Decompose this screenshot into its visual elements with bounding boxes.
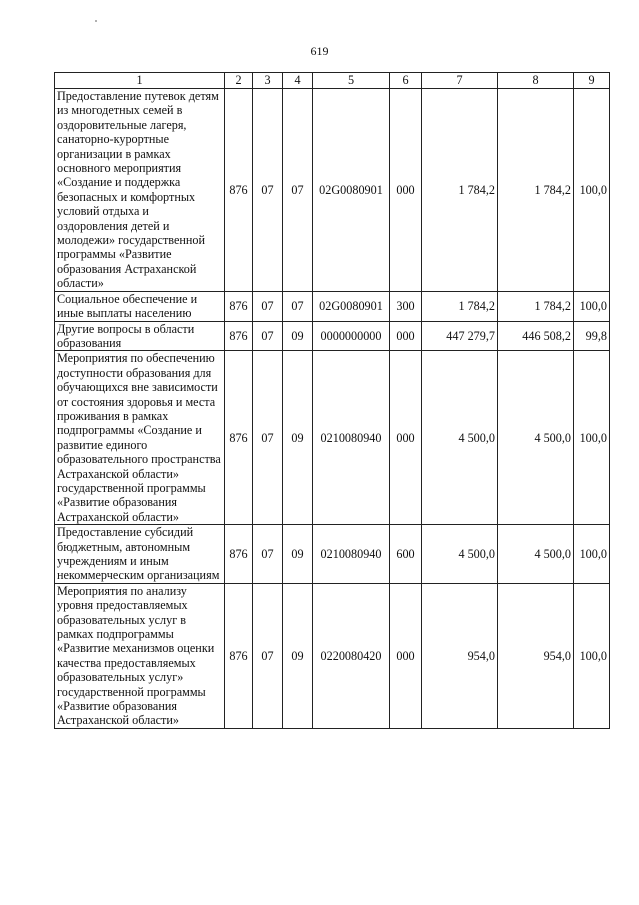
header-cell: 7 <box>422 73 498 89</box>
cell-actual: 1 784,2 <box>498 291 574 321</box>
cell-actual: 446 508,2 <box>498 321 574 351</box>
cell-ministry: 876 <box>225 89 253 292</box>
cell-subsection: 09 <box>283 525 313 584</box>
cell-ministry: 876 <box>225 583 253 728</box>
cell-subsection: 09 <box>283 351 313 525</box>
row-name: Предоставление субсидий бюджетным, автономным учреждениям и иным некоммерческим организациям <box>55 525 225 584</box>
cell-actual: 4 500,0 <box>498 351 574 525</box>
cell-section: 07 <box>253 291 283 321</box>
row-name: Социальное обеспечение и иные выплаты населению <box>55 291 225 321</box>
header-cell: 6 <box>390 73 422 89</box>
cell-plan: 954,0 <box>422 583 498 728</box>
cell-subsection: 07 <box>283 89 313 292</box>
table-row <box>55 525 610 584</box>
table-row <box>55 351 610 525</box>
cell-ministry: 876 <box>225 321 253 351</box>
page-number: 619 <box>310 44 329 58</box>
cell-expense-type: 000 <box>390 89 422 292</box>
header-cell: 5 <box>313 73 390 89</box>
cell-expense-type: 600 <box>390 525 422 584</box>
cell-percent: 100,0 <box>574 351 610 525</box>
cell-section: 07 <box>253 321 283 351</box>
table-row <box>55 583 610 728</box>
cell-actual: 1 784,2 <box>498 89 574 292</box>
table-row <box>55 291 610 321</box>
cell-expense-type: 000 <box>390 583 422 728</box>
cell-ministry: 876 <box>225 351 253 525</box>
cell-target-code: 0210080940 <box>313 351 390 525</box>
cell-subsection: 09 <box>283 583 313 728</box>
cell-expense-type: 300 <box>390 291 422 321</box>
cell-subsection: 07 <box>283 291 313 321</box>
header-cell: 4 <box>283 73 313 89</box>
scan-speck <box>95 20 97 22</box>
cell-actual: 4 500,0 <box>498 525 574 584</box>
cell-target-code: 0000000000 <box>313 321 390 351</box>
cell-percent: 100,0 <box>574 291 610 321</box>
header-cell: 8 <box>498 73 574 89</box>
cell-actual: 954,0 <box>498 583 574 728</box>
cell-plan: 447 279,7 <box>422 321 498 351</box>
cell-percent: 100,0 <box>574 583 610 728</box>
row-name: Предоставление путевок детям из многодетных семей в оздоровительные лагеря, санаторно-курортные организации в рамках основного мероприятия «Создание и поддержка безопасных и комфортных условий отдыха и оздоровления детей и молодежи» государственной программы «Развитие образования Астраханской области» <box>55 89 225 292</box>
cell-plan: 4 500,0 <box>422 525 498 584</box>
cell-section: 07 <box>253 89 283 292</box>
header-row <box>55 73 610 89</box>
header-cell: 3 <box>253 73 283 89</box>
table-row <box>55 321 610 351</box>
cell-percent: 100,0 <box>574 89 610 292</box>
cell-ministry: 876 <box>225 525 253 584</box>
cell-section: 07 <box>253 351 283 525</box>
table-row <box>55 89 610 292</box>
cell-section: 07 <box>253 525 283 584</box>
cell-section: 07 <box>253 583 283 728</box>
header-cell: 2 <box>225 73 253 89</box>
cell-percent: 99,8 <box>574 321 610 351</box>
row-name: Другие вопросы в области образования <box>55 321 225 351</box>
cell-expense-type: 000 <box>390 351 422 525</box>
cell-expense-type: 000 <box>390 321 422 351</box>
cell-target-code: 02G0080901 <box>313 89 390 292</box>
budget-table <box>54 72 610 729</box>
cell-percent: 100,0 <box>574 525 610 584</box>
header-cell: 1 <box>55 73 225 89</box>
row-name: Мероприятия по анализу уровня предоставляемых образовательных услуг в рамках подпрограммы «Развитие механизмов оценки качества предоставляемых образовательных услуг» государственной программы «Развитие образования Астраханской области» <box>55 583 225 728</box>
cell-target-code: 0220080420 <box>313 583 390 728</box>
header-cell: 9 <box>574 73 610 89</box>
cell-ministry: 876 <box>225 291 253 321</box>
row-name: Мероприятия по обеспечению доступности образования для обучающихся вне зависимости от состояния здоровья и места проживания в рамках подпрограммы «Создание и развитие единого образовательного пространства Астраханской области» государственной программы «Развитие образования Астраханской области» <box>55 351 225 525</box>
cell-target-code: 02G0080901 <box>313 291 390 321</box>
cell-subsection: 09 <box>283 321 313 351</box>
cell-plan: 4 500,0 <box>422 351 498 525</box>
cell-plan: 1 784,2 <box>422 89 498 292</box>
cell-target-code: 0210080940 <box>313 525 390 584</box>
cell-plan: 1 784,2 <box>422 291 498 321</box>
